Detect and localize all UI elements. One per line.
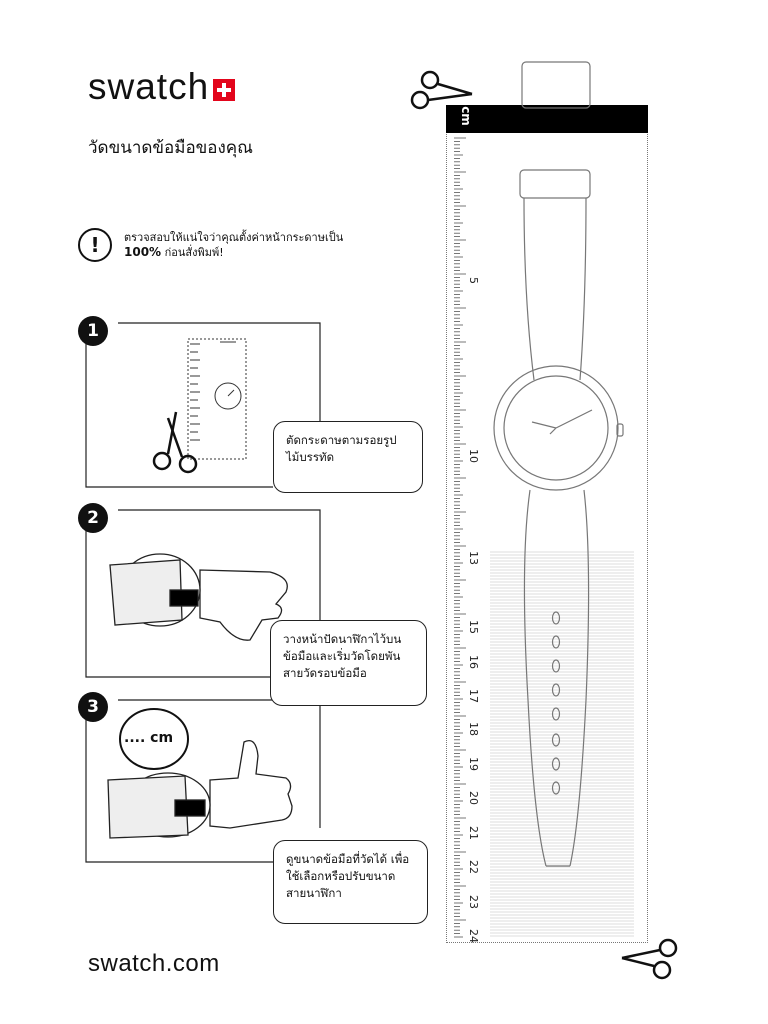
- logo-wordmark: swatch: [88, 66, 210, 107]
- ruler-label: 15: [467, 620, 480, 634]
- ruler-label: 21: [467, 826, 480, 840]
- footer-url[interactable]: swatch.com: [88, 950, 220, 977]
- ruler-label: 10: [467, 449, 480, 463]
- step-3-badge: 3: [78, 692, 108, 722]
- ruler-label: 18: [467, 722, 480, 736]
- step-2-caption: วางหน้าปัดนาฬิกาไว้บนข้อมือและเริ่มวัดโดยพันสายวัดรอบข้อมือ: [270, 620, 427, 706]
- watch-outline-illustration: [494, 62, 623, 866]
- step-3-caption: ดูขนาดข้อมือที่วัดได้ เพื่อใช้เลือกหรือปรับขนาดสายนาฬิกา: [273, 840, 428, 924]
- warning-line-2: ก่อนสั่งพิมพ์!: [164, 246, 224, 259]
- ruler-label: 22: [467, 860, 480, 874]
- step-1-badge: 1: [78, 316, 108, 346]
- page-title: วัดขนาดข้อมือของคุณ: [88, 138, 253, 158]
- warning-line-1: ตรวจสอบให้แน่ใจว่าคุณตั้งค่าหน้ากระดาษเป็น: [124, 231, 344, 244]
- ruler-label: 24: [467, 929, 480, 943]
- step-2-badge: 2: [78, 503, 108, 533]
- ruler-label: 5: [467, 277, 480, 284]
- cm-bubble: .... cm: [124, 730, 174, 746]
- ruler-label: 23: [467, 895, 480, 909]
- exclamation-icon: !: [78, 228, 112, 262]
- ruler-unit-label: cm: [458, 106, 473, 126]
- ruler-label: 19: [467, 757, 480, 771]
- step-1-caption: ตัดกระดาษตามรอยรูปไม้บรรทัด: [273, 421, 423, 493]
- ruler-label: 13: [467, 551, 480, 565]
- ruler-label: 17: [467, 689, 480, 703]
- ruler-label: 20: [467, 791, 480, 805]
- warning-percent: 100%: [124, 245, 162, 259]
- ruler-label: 16: [467, 655, 480, 669]
